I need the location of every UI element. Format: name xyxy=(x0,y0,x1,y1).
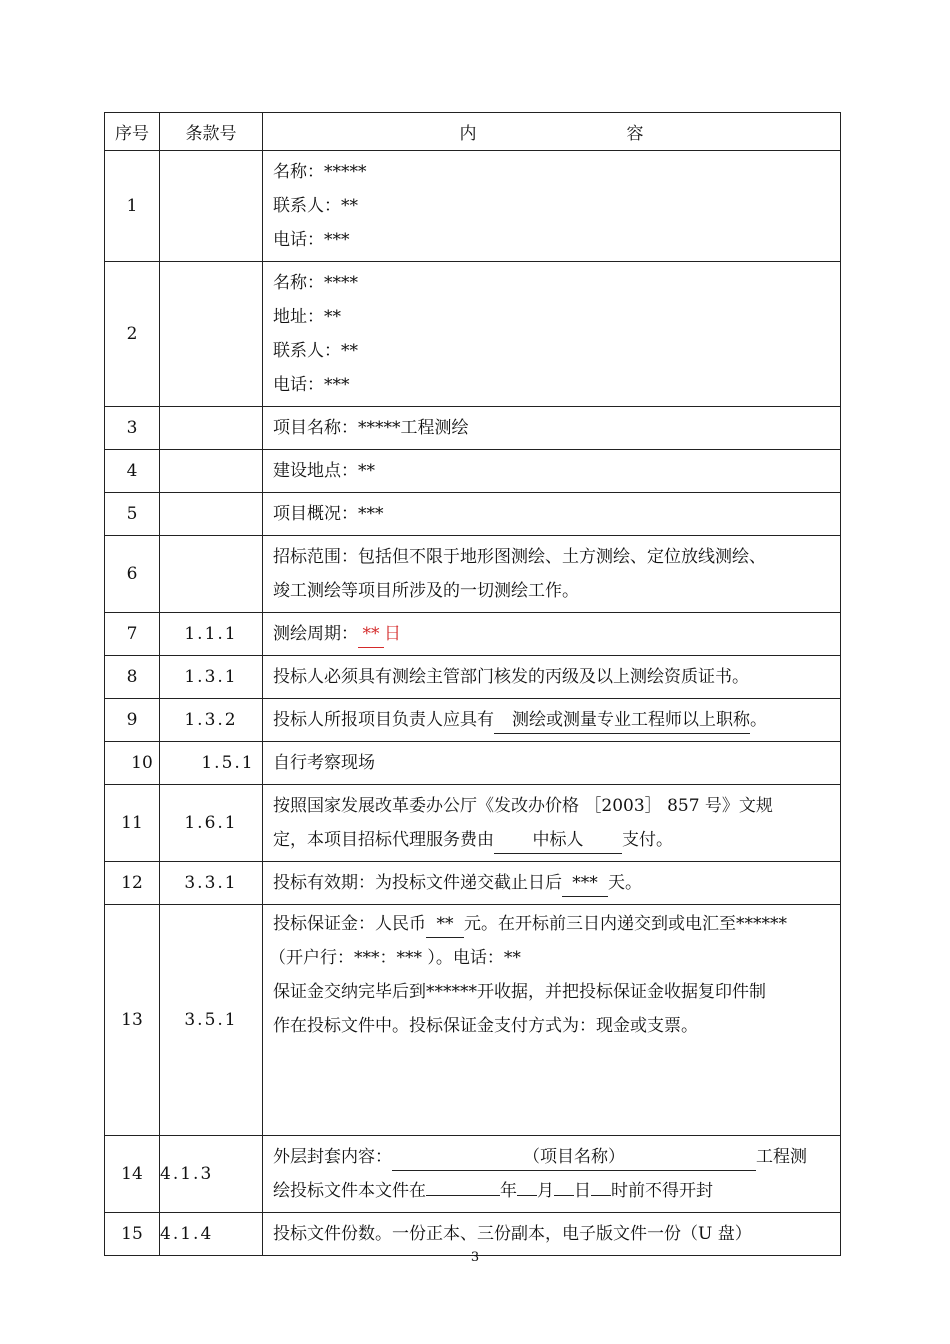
row-no: 13 xyxy=(105,905,160,1136)
table-row xyxy=(105,742,841,785)
row-content: 名称：***** 联系人：** 电话：*** xyxy=(263,151,841,262)
table-row xyxy=(105,656,841,699)
table-row xyxy=(105,151,841,262)
table-row xyxy=(105,613,841,656)
row-no: 10 xyxy=(105,742,160,785)
row-no: 11 xyxy=(105,785,160,862)
row-no: 6 xyxy=(105,536,160,613)
open-year-blank xyxy=(426,1195,500,1196)
row-content: 项目名称：*****工程测绘 xyxy=(263,407,841,450)
page-number: 3 xyxy=(470,1250,480,1265)
row-no: 14 xyxy=(105,1136,160,1213)
row-clause xyxy=(160,407,263,450)
open-month-blank xyxy=(517,1195,537,1196)
row-no: 7 xyxy=(105,613,160,656)
row-clause: 1.3.1 xyxy=(160,656,263,699)
row-clause: 3.3.1 xyxy=(160,862,263,905)
row-content: 投标保证金：人民币 ** 元。在开标前三日内递交到或电汇至****** （开户行：***：*** ）。电话：** 保证金交纳完毕后到******开收据，并把投标保证金收据复印件制 作在投标文件中。投标保证金支付方式为：现金或支票。 xyxy=(263,905,841,1136)
row-content: 投标有效期：为投标文件递交截止日后 *** 天。 xyxy=(263,862,841,905)
row-clause: 4.1.4 xyxy=(160,1213,263,1256)
table-row xyxy=(105,862,841,905)
validity-value: *** xyxy=(562,870,608,897)
open-day-blank xyxy=(554,1195,574,1196)
table-row xyxy=(105,785,841,862)
table-row xyxy=(105,536,841,613)
table-row xyxy=(105,699,841,742)
header-no: 序号 xyxy=(105,113,160,151)
row-clause xyxy=(160,450,263,493)
row-content: 投标人所报项目负责人应具有 测绘或测量专业工程师以上职称。 xyxy=(263,699,841,742)
period-value: ** xyxy=(358,621,384,648)
row-clause: 1.1.1 xyxy=(160,613,263,656)
row-content: 按照国家发展改革委办公厅《发改办价格 ［2003］ 857 号》文规 定，本项目招标代理服务费由 中标人 支付。 xyxy=(263,785,841,862)
table-row xyxy=(105,407,841,450)
row-content: 建设地点：** xyxy=(263,450,841,493)
envelope-project-name: （项目名称） xyxy=(392,1144,756,1171)
deposit-value: ** xyxy=(426,911,464,938)
row-clause xyxy=(160,536,263,613)
row-no: 9 xyxy=(105,699,160,742)
table-row xyxy=(105,450,841,493)
row-no: 8 xyxy=(105,656,160,699)
open-hour-blank xyxy=(591,1195,611,1196)
row-clause xyxy=(160,262,263,407)
row-no: 1 xyxy=(105,151,160,262)
row-content: 测绘周期： ** 日 xyxy=(263,613,841,656)
row-content: 项目概况：*** xyxy=(263,493,841,536)
row-clause: 1.5.1 xyxy=(160,742,263,785)
table-row xyxy=(105,905,841,1136)
row-clause: 1.3.2 xyxy=(160,699,263,742)
row-clause: 3.5.1 xyxy=(160,905,263,1136)
row-content: 投标人必须具有测绘主管部门核发的丙级及以上测绘资质证书。 xyxy=(263,656,841,699)
table-row xyxy=(105,493,841,536)
row-no: 2 xyxy=(105,262,160,407)
row-clause: 4.1.3 xyxy=(160,1136,263,1213)
table-header-row xyxy=(105,113,841,151)
row-clause xyxy=(160,151,263,262)
row-clause: 1.6.1 xyxy=(160,785,263,862)
row-content: 招标范围：包括但不限于地形图测绘、土方测绘、定位放线测绘、 竣工测绘等项目所涉及的一切测绘工作。 xyxy=(263,536,841,613)
row-no: 15 xyxy=(105,1213,160,1256)
row-clause xyxy=(160,493,263,536)
header-clause: 条款号 xyxy=(160,113,263,151)
row-content: 外层封套内容： （项目名称） 工程测 绘投标文件本文件在 年 月 日 时前不得开封 xyxy=(263,1136,841,1213)
header-content: 内 容 xyxy=(263,113,841,151)
row-content: 名称：**** 地址：** 联系人：** 电话：*** xyxy=(263,262,841,407)
row-no: 4 xyxy=(105,450,160,493)
qualification-value: 测绘或测量专业工程师以上职称 xyxy=(494,707,750,734)
row-content: 投标文件份数。一份正本、三份副本，电子版文件一份（U 盘） xyxy=(263,1213,841,1256)
row-content: 自行考察现场 xyxy=(263,742,841,785)
table-row xyxy=(105,262,841,407)
agent-fee-payer: 中标人 xyxy=(494,827,622,854)
tender-data-table xyxy=(104,112,841,1256)
row-no: 3 xyxy=(105,407,160,450)
row-no: 5 xyxy=(105,493,160,536)
row-no: 12 xyxy=(105,862,160,905)
table-row xyxy=(105,1136,841,1213)
